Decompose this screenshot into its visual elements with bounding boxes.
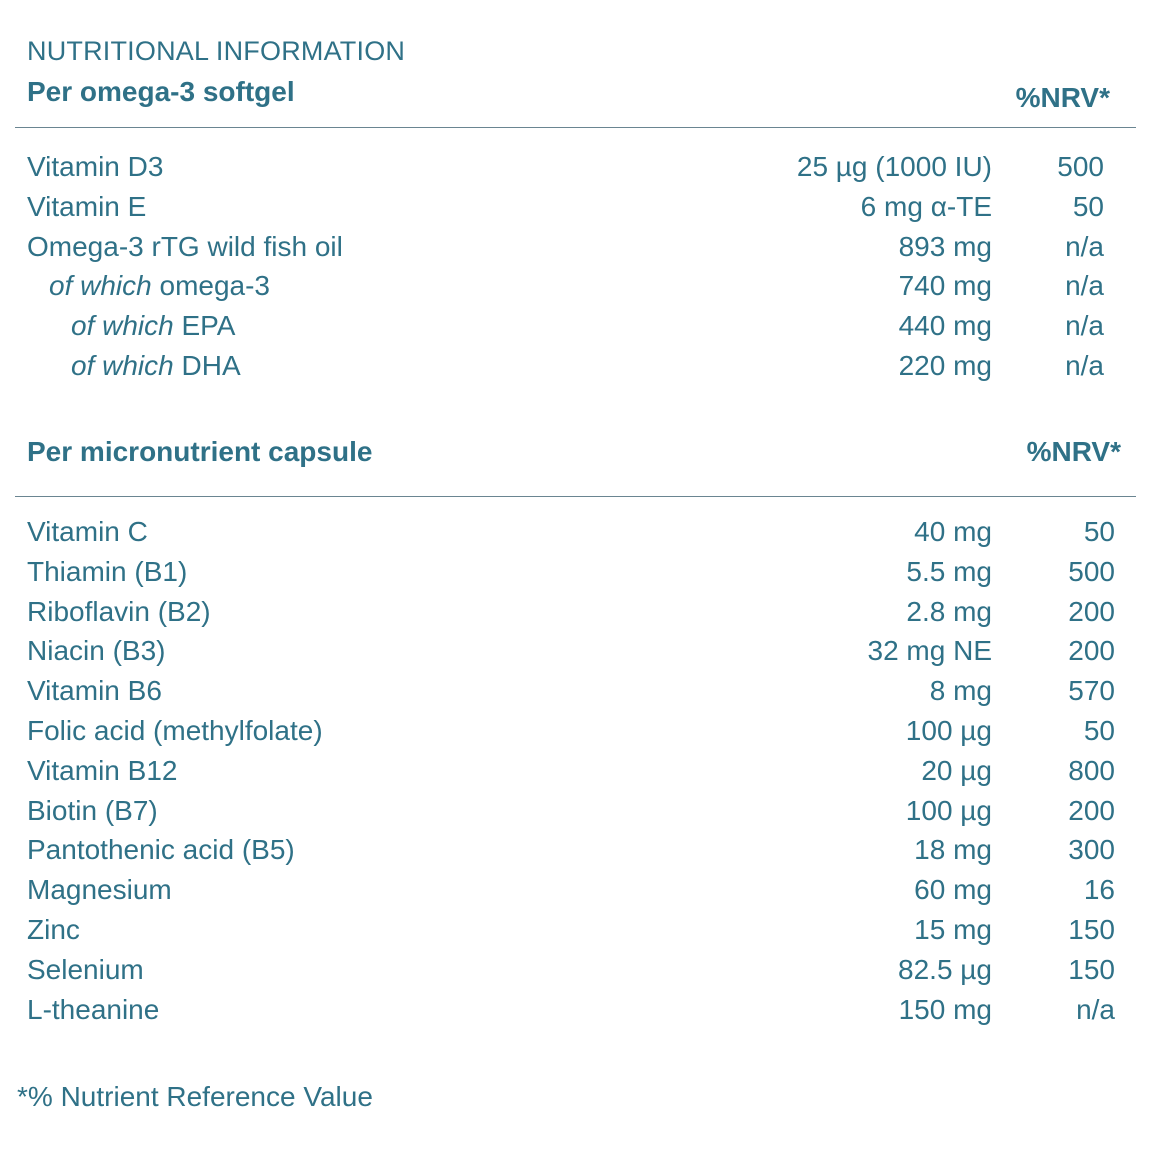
nutrient-amount: 25 µg (1000 IU): [796, 151, 992, 182]
nutrient-name: [27, 675, 162, 707]
nutrient-nrv: n/a: [1065, 270, 1104, 302]
table-row: [0, 874, 1150, 914]
nutrient-label: Biotin (B7): [27, 794, 158, 826]
nutrient-amount: 8 mg: [929, 675, 992, 707]
nutrient-name: [49, 270, 270, 302]
nutrient-label: Thiamin (B1): [27, 555, 188, 587]
nutrient-name: [27, 795, 158, 827]
nutrient-name: [71, 310, 235, 342]
nutrient-label: Omega-3 rTG wild fish oil: [27, 230, 343, 262]
section-divider: [15, 496, 1136, 497]
nutrient-amount: 220 mg: [898, 350, 992, 381]
nutrient-name: [27, 151, 163, 183]
nutrient-nrv: 150: [1068, 953, 1115, 985]
nutrient-amount: 6 mg α-TE: [860, 190, 992, 222]
nutrient-amount: 82.5 µg: [898, 953, 992, 985]
nutrient-label: Magnesium: [27, 874, 172, 906]
nutrient-nrv: n/a: [1065, 310, 1104, 342]
nutrient-label: Niacin (B3): [27, 635, 166, 667]
nutrient-name: [27, 596, 211, 628]
nutrient-nrv: 200: [1068, 635, 1115, 667]
nutrient-name: [27, 516, 148, 548]
nutrient-name: [27, 191, 146, 223]
nutrient-label: Vitamin B6: [27, 675, 162, 707]
table-row: [0, 151, 1150, 191]
nutrient-name: [27, 715, 323, 747]
nutrient-label: Vitamin E: [27, 190, 147, 222]
nutrient-label: DHA: [173, 350, 241, 381]
nutrient-name: [27, 755, 177, 787]
nutrient-nrv: 50: [1072, 190, 1104, 222]
nutrient-amount: 2.8 mg: [906, 595, 992, 627]
nutrient-name: [27, 954, 144, 986]
table-row: [0, 556, 1150, 596]
nutrient-nrv: 500: [1057, 151, 1104, 182]
nutrient-amount: 15 mg: [914, 914, 992, 945]
table-row: [0, 191, 1150, 231]
section-divider: [15, 127, 1136, 128]
nutrient-label: Zinc: [27, 914, 80, 945]
page-title: NUTRITIONAL INFORMATION: [27, 36, 406, 66]
table-row: [0, 715, 1150, 755]
nutrient-nrv: 50: [1083, 715, 1115, 746]
nutrient-name: [27, 914, 80, 946]
table-row: [0, 675, 1150, 715]
table-row: [0, 516, 1150, 556]
nutrient-amount: 100 µg: [905, 794, 992, 826]
nutrient-amount: 32 mg NE: [867, 635, 992, 667]
nutrient-nrv: 150: [1068, 914, 1115, 945]
nutrient-nrv: 50: [1083, 516, 1115, 547]
nutrient-nrv: n/a: [1065, 350, 1104, 381]
nrv-column-header: %NRV*: [1015, 82, 1110, 113]
nutrient-prefix: of which: [71, 350, 174, 381]
nutrient-nrv: n/a: [1076, 993, 1115, 1025]
nutrient-nrv: 800: [1068, 754, 1115, 786]
nutrient-amount: 18 mg: [914, 834, 992, 866]
nutrient-label: L-theanine: [27, 993, 160, 1025]
nutrient-prefix: of which: [49, 270, 152, 302]
nutrient-label: Vitamin D3: [27, 151, 164, 182]
nutrient-nrv: 570: [1068, 675, 1115, 707]
nutrient-label: Vitamin B12: [27, 754, 178, 786]
nutrient-nrv: 300: [1068, 834, 1115, 866]
table-row: [0, 350, 1150, 390]
nutrient-label: Vitamin C: [27, 516, 148, 547]
nutrient-amount: 40 mg: [914, 516, 992, 547]
table-row: [0, 795, 1150, 835]
nutrient-amount: 440 mg: [898, 310, 992, 342]
nrv-column-header: %NRV*: [1026, 436, 1121, 467]
table-row: [0, 635, 1150, 675]
table-row: [0, 954, 1150, 994]
nutrient-name: [27, 635, 165, 667]
footnote: *% Nutrient Reference Value: [17, 1081, 373, 1112]
nutrient-name: [27, 994, 159, 1026]
table-row: [0, 834, 1150, 874]
nutrient-prefix: of which: [71, 310, 174, 342]
nutrient-name: [27, 231, 343, 263]
section-heading-softgel: Per omega-3 softgel: [27, 76, 295, 107]
table-row: [0, 755, 1150, 795]
table-row: [0, 994, 1150, 1034]
nutrient-amount: 5.5 mg: [906, 555, 992, 587]
table-row: [0, 596, 1150, 636]
table-row: [0, 914, 1150, 954]
nutrient-name: [71, 350, 241, 382]
nutrient-amount: 893 mg: [898, 230, 992, 262]
nutrient-name: [27, 556, 187, 588]
nutrient-label: Riboflavin (B2): [27, 595, 211, 627]
nutrient-amount: 20 µg: [921, 754, 992, 786]
nutrient-amount: 100 µg: [905, 715, 992, 746]
nutrient-label: Pantothenic acid (B5): [27, 834, 295, 866]
table-row: [0, 310, 1150, 350]
nutrient-nrv: 16: [1083, 874, 1115, 906]
nutrient-nrv: 500: [1068, 555, 1115, 587]
nutrient-nrv: 200: [1068, 794, 1115, 826]
nutrient-label: Folic acid (methylfolate): [27, 715, 323, 746]
table-row: [0, 231, 1150, 271]
nutrient-name: [27, 874, 172, 906]
nutrient-nrv: n/a: [1065, 230, 1104, 262]
table-row: [0, 270, 1150, 310]
nutrient-name: [27, 834, 295, 866]
nutrient-amount: 60 mg: [914, 874, 992, 906]
nutrient-label: omega-3: [151, 270, 271, 302]
section-heading-capsule: Per micronutrient capsule: [27, 436, 373, 467]
nutrient-amount: 740 mg: [898, 270, 992, 302]
nutrient-amount: 150 mg: [898, 993, 992, 1025]
nutrient-label: Selenium: [27, 953, 144, 985]
nutrient-label: EPA: [173, 310, 236, 342]
nutrient-nrv: 200: [1068, 595, 1115, 627]
